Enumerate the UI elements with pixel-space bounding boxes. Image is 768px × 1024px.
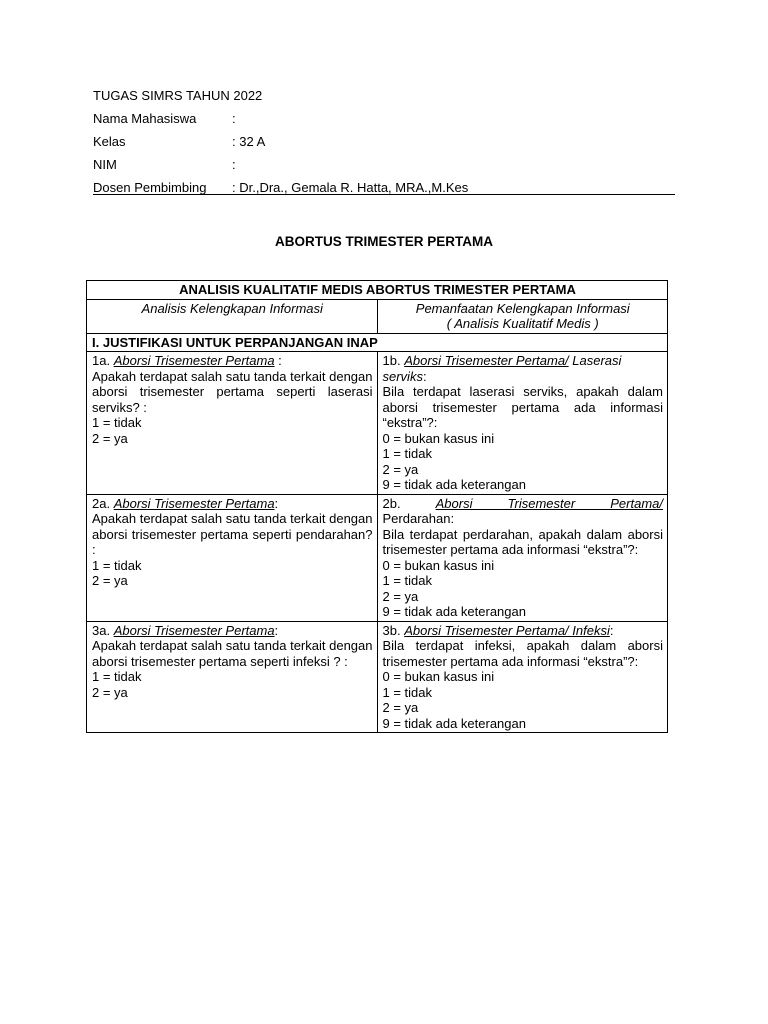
option: 0 = bukan kasus ini xyxy=(382,557,495,573)
field-value: : Dr.,Dra., Gemala R. Hatta, MRA.,M.Kes xyxy=(232,180,469,195)
item-topic: Aborsi Trisemester Pertama xyxy=(113,353,275,368)
option: 2 = ya xyxy=(92,430,128,446)
option: 1 = tidak xyxy=(92,669,142,684)
column-header-right xyxy=(377,299,668,333)
table-row xyxy=(87,494,668,621)
item-topic: Aborsi Trisemester Pertama xyxy=(113,622,275,638)
option: 1 = tidak xyxy=(92,557,142,573)
field-label: Nama Mahasiswa xyxy=(93,111,197,126)
column-header-right-line1: Pemanfaatan Kelengkapan Informasi xyxy=(415,300,630,316)
table-row xyxy=(87,352,668,495)
item-heading: 3b. Aborsi Trisemester Pertama/ Infeksi: xyxy=(382,622,614,638)
header-block xyxy=(93,87,675,202)
field-value: : xyxy=(232,111,236,126)
question-cell-left xyxy=(87,352,378,495)
item-heading: 3a. Aborsi Trisemester Pertama: xyxy=(92,622,279,638)
field-value: : xyxy=(232,157,236,172)
question-cell-left xyxy=(87,621,378,733)
document-title: ABORTUS TRIMESTER PERTAMA xyxy=(275,234,493,249)
item-topic-sub: Perdarahan: xyxy=(382,511,455,526)
question-cell-left xyxy=(87,494,378,621)
item-question: Bila terdapat laserasi serviks, apakah dalam aborsi trisemester pertama ada informasi “ekstra”?: xyxy=(382,384,663,430)
option: 2 = ya xyxy=(92,573,128,588)
option: 0 = bukan kasus ini xyxy=(382,430,495,446)
question-cell-right xyxy=(377,621,668,733)
table-title-row xyxy=(87,281,668,300)
header-divider xyxy=(93,194,675,195)
assignment-title: TUGAS SIMRS TAHUN 2022 xyxy=(93,88,263,103)
question-cell-right xyxy=(377,352,668,495)
field-dosen-pembimbing xyxy=(93,179,675,202)
item-topic: Aborsi Trisemester Pertama xyxy=(113,495,275,511)
analysis-table xyxy=(86,280,668,733)
option: 9 = tidak ada keterangan xyxy=(382,604,526,619)
item-question: Apakah terdapat salah satu tanda terkait dengan aborsi trisemester pertama seperti pendarahan? : xyxy=(92,511,373,557)
table-header-row xyxy=(87,299,668,333)
section-heading: I. JUSTIFIKASI UNTUK PERPANJANGAN INAP xyxy=(87,333,668,352)
option: 2 = ya xyxy=(92,684,128,700)
section-row xyxy=(87,333,668,352)
option: 1 = tidak xyxy=(92,415,142,430)
question-cell-right xyxy=(377,494,668,621)
field-value: : 32 A xyxy=(232,134,266,149)
item-question: Bila terdapat perdarahan, apakah dalam aborsi trisemester pertama ada informasi “ekstra”?: xyxy=(382,526,663,557)
item-question: Apakah terdapat salah satu tanda terkait dengan aborsi trisemester pertama seperti laserasi serviks? : xyxy=(92,368,373,415)
option: 2 = ya xyxy=(382,461,419,477)
field-nim xyxy=(93,156,675,179)
item-topic: Aborsi Trisemester Pertama/ Infeksi xyxy=(404,622,610,638)
option: 1 = tidak xyxy=(382,446,433,461)
item-question: Bila terdapat infeksi, apakah dalam aborsi trisemester pertama ada informasi “ekstra”?: xyxy=(382,638,663,669)
option: 9 = tidak ada keterangan xyxy=(382,715,526,731)
option: 1 = tidak xyxy=(382,573,433,588)
field-nama-mahasiswa xyxy=(93,110,675,133)
field-label: NIM xyxy=(93,157,117,172)
option: 0 = bukan kasus ini xyxy=(382,669,495,684)
table-title: ANALISIS KUALITATIF MEDIS ABORTUS TRIMESTER PERTAMA xyxy=(87,281,668,300)
option: 2 = ya xyxy=(382,588,419,604)
item-heading: 2b. Aborsi Trisemester Pertama/ xyxy=(382,495,664,511)
option: 1 = tidak xyxy=(382,684,433,700)
item-topic-sub: Laserasi serviks xyxy=(382,353,622,384)
item-heading: 1a. Aborsi Trisemester Pertama : xyxy=(92,353,282,368)
item-question: Apakah terdapat salah satu tanda terkait dengan aborsi trisemester pertama seperti infeksi ? : xyxy=(92,638,373,669)
item-topic: Aborsi Trisemester Pertama/ xyxy=(404,353,569,368)
column-header-left: Analisis Kelengkapan Informasi xyxy=(87,299,378,333)
field-label: Dosen Pembimbing xyxy=(93,180,207,195)
item-topic: Aborsi Trisemester Pertama/ xyxy=(435,495,664,511)
item-heading: 2a. Aborsi Trisemester Pertama: xyxy=(92,495,279,511)
table-row xyxy=(87,621,668,733)
option: 9 = tidak ada keterangan xyxy=(382,477,526,492)
option: 2 = ya xyxy=(382,700,419,715)
item-heading: 1b. Aborsi Trisemester Pertama/ Laserasi serviks: xyxy=(382,353,622,384)
column-header-right-line2: ( Analisis Kualitatif Medis ) xyxy=(446,316,599,331)
field-label: Kelas xyxy=(93,134,126,149)
field-kelas xyxy=(93,133,675,156)
